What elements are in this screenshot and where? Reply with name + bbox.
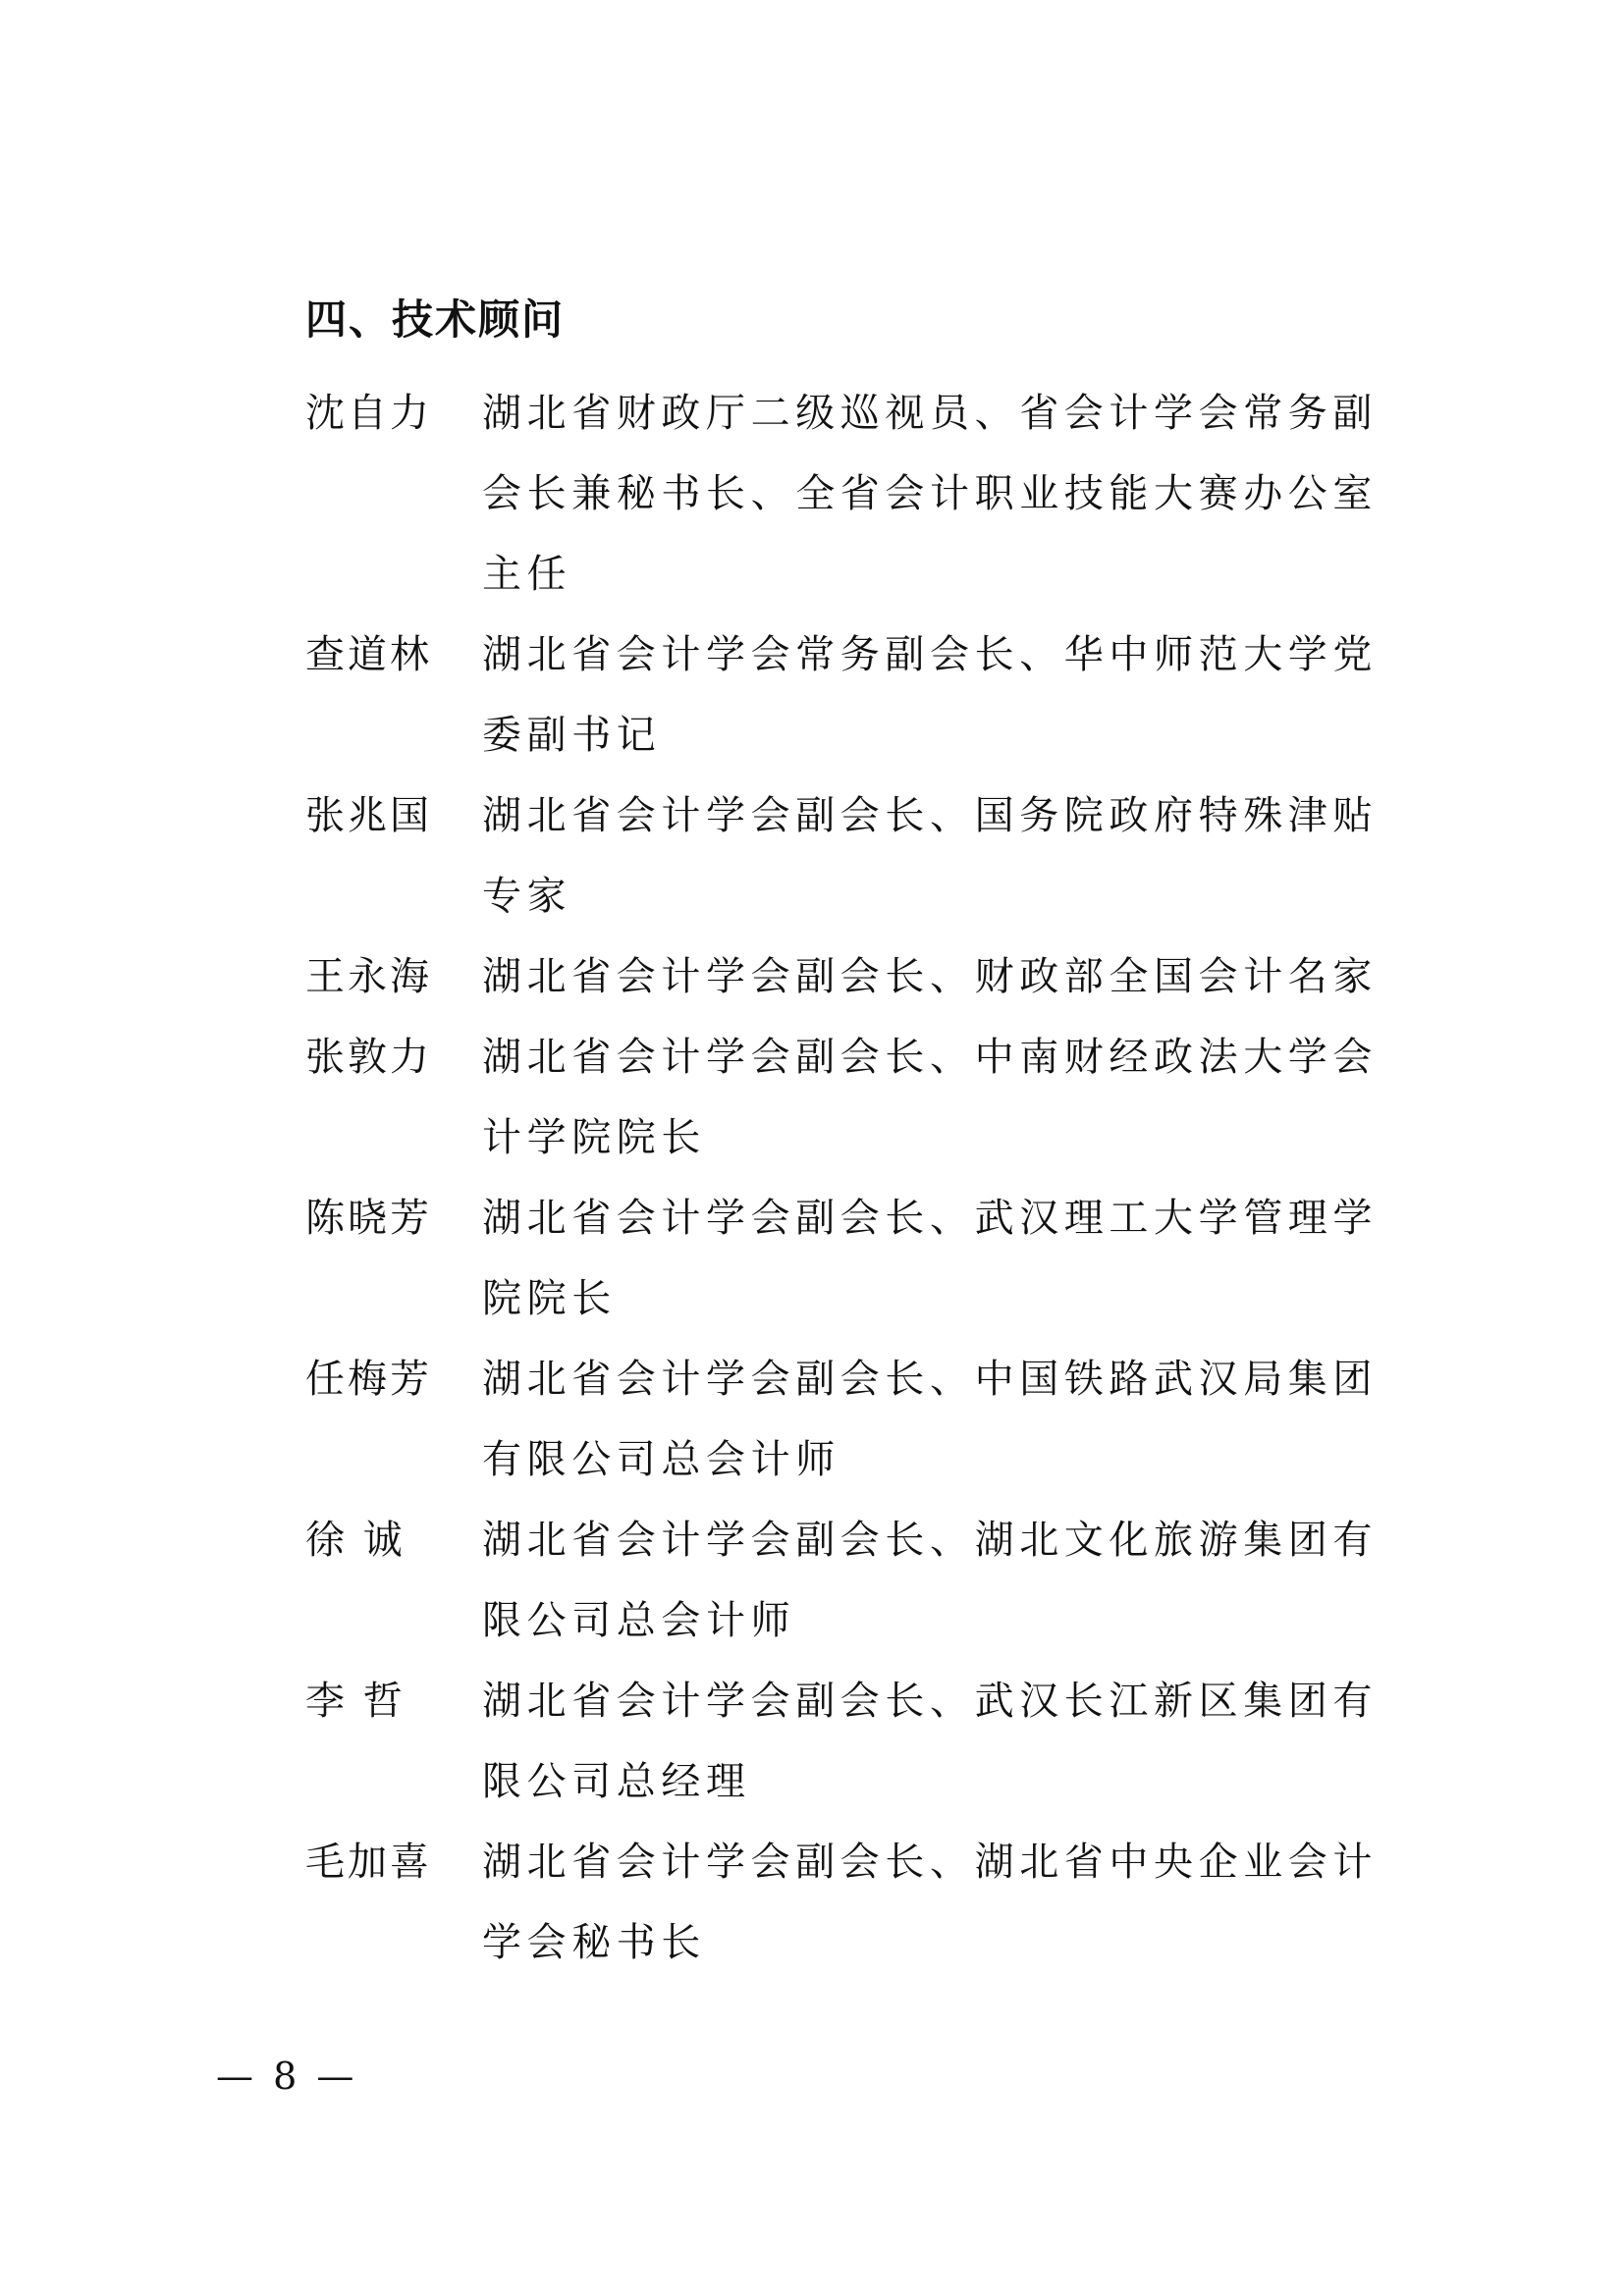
advisor-name: 李 哲 bbox=[305, 1679, 406, 1724]
advisor-name: 任梅芳 bbox=[305, 1357, 432, 1402]
advisor-description: 湖北省会计学会副会长、国务院政府特殊津贴专家 bbox=[482, 793, 1378, 919]
section-title: 四、技术顾问 bbox=[305, 295, 566, 344]
advisor-description: 湖北省会计学会副会长、中国铁路武汉局集团有限公司总会计师 bbox=[482, 1357, 1378, 1482]
page-number: — 8 — bbox=[216, 2055, 358, 2098]
advisor-description: 湖北省财政厅二级巡视员、省会计学会常务副会长兼秘书长、全省会计职业技能大赛办公室主任 bbox=[482, 391, 1378, 597]
advisor-entry bbox=[305, 1661, 1415, 1822]
advisor-description: 湖北省会计学会副会长、财政部全国会计名家 bbox=[482, 954, 1378, 999]
advisor-description: 湖北省会计学会常务副会长、华中师范大学党委副书记 bbox=[482, 632, 1378, 758]
advisor-name: 徐 诚 bbox=[305, 1518, 406, 1563]
advisor-entry bbox=[305, 373, 1415, 614]
advisor-name: 张敦力 bbox=[305, 1035, 432, 1080]
advisor-description: 湖北省会计学会副会长、中南财经政法大学会计学院院长 bbox=[482, 1035, 1378, 1160]
advisor-entry bbox=[305, 936, 1415, 1017]
advisor-name: 王永海 bbox=[305, 954, 432, 999]
advisor-entry bbox=[305, 1178, 1415, 1339]
advisor-entry bbox=[305, 614, 1415, 775]
advisor-name: 毛加喜 bbox=[305, 1840, 432, 1885]
advisor-entry bbox=[305, 1017, 1415, 1178]
advisor-entry bbox=[305, 1822, 1415, 1983]
advisor-entry bbox=[305, 1339, 1415, 1500]
advisor-name: 查道林 bbox=[305, 632, 432, 677]
advisor-description: 湖北省会计学会副会长、湖北省中央企业会计学会秘书长 bbox=[482, 1840, 1378, 1965]
advisor-description: 湖北省会计学会副会长、武汉长江新区集团有限公司总经理 bbox=[482, 1679, 1378, 1804]
advisor-description: 湖北省会计学会副会长、湖北文化旅游集团有限公司总会计师 bbox=[482, 1518, 1378, 1643]
advisor-name: 陈晓芳 bbox=[305, 1196, 432, 1241]
advisor-list bbox=[305, 373, 1415, 1983]
advisor-name: 沈自力 bbox=[305, 391, 432, 436]
advisor-entry bbox=[305, 775, 1415, 936]
advisor-description: 湖北省会计学会副会长、武汉理工大学管理学院院长 bbox=[482, 1196, 1378, 1321]
advisor-name: 张兆国 bbox=[305, 793, 432, 838]
advisor-entry bbox=[305, 1500, 1415, 1661]
